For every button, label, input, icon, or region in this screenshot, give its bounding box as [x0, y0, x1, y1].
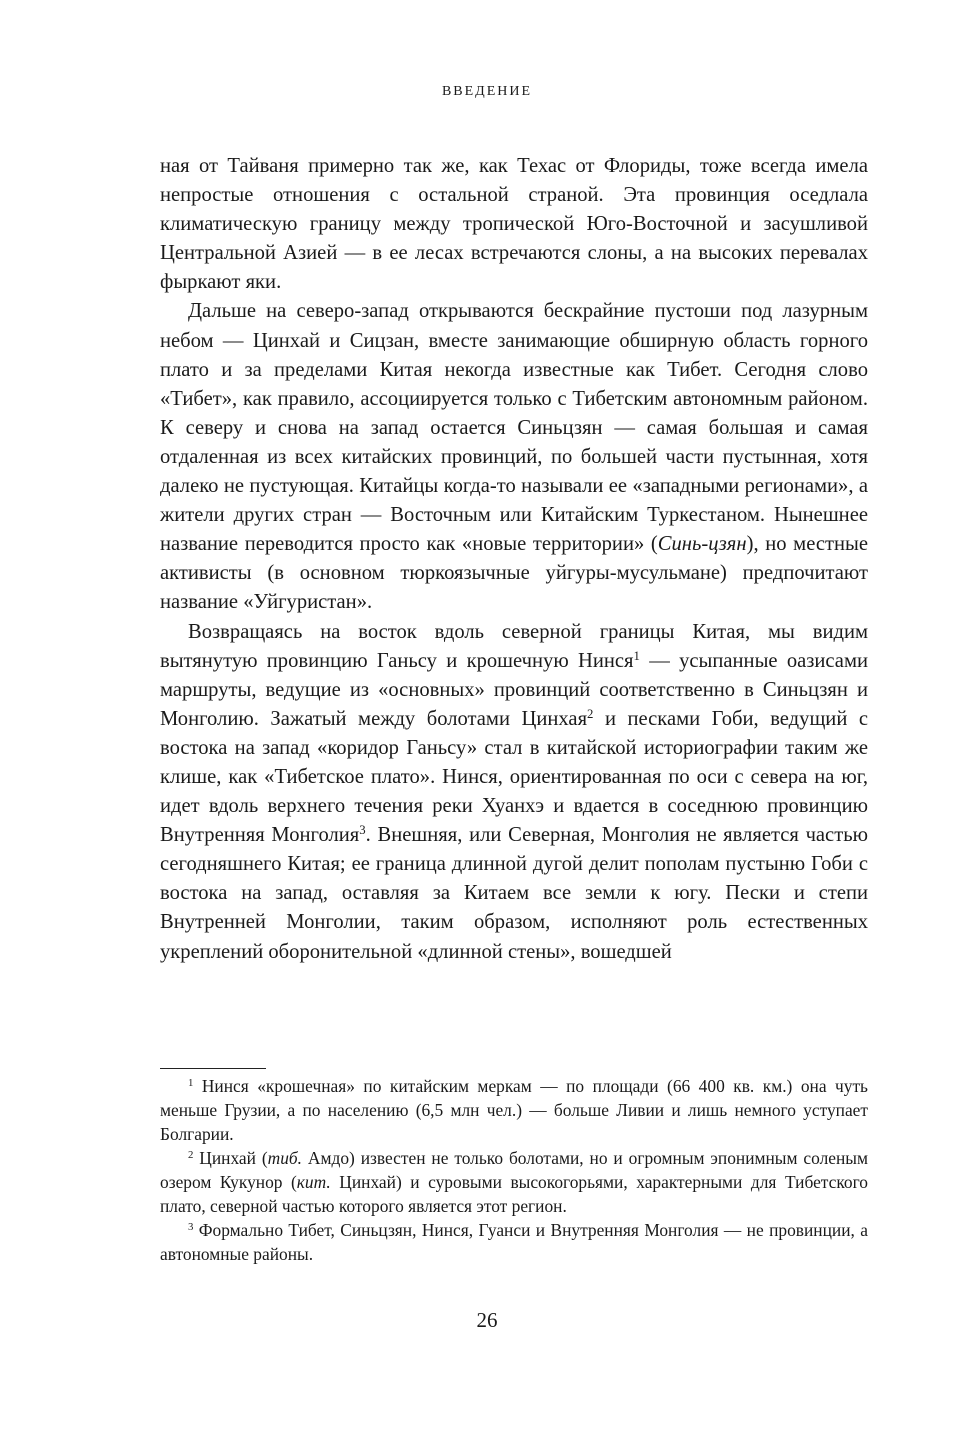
paragraph-text: — усыпанные оазисами маршруты, ведущие из «основных» провинций соответственно в Синьцзян и Монголию. Зажатый между болотами Цинхая — [160, 649, 869, 730]
footnote-ref[interactable]: 1 — [633, 648, 640, 663]
footnotes — [160, 1074, 868, 1266]
main-text — [160, 152, 868, 967]
footnote-number: 3 — [188, 1221, 194, 1234]
footnote — [160, 1074, 868, 1146]
footnote-ref[interactable]: 2 — [587, 706, 594, 721]
paragraph-text: ная от Тайваня примерно так же, как Техас от Флориды, тоже всегда имела непростые отношения с остальной страной. Эта провинция оседлала климатическую границу между тропической Юго-Восточной и засушливой Центральной Азией — в ее лесах встречаются слоны, а на высоких перевалах фыркают яки. — [160, 155, 868, 294]
footnote — [160, 1218, 868, 1266]
paragraph-text: Возвращаясь на восток вдоль северной границы Китая, мы видим вытянутую провинцию Ганьсу и крошечную Нинся — [160, 620, 868, 672]
footnote-number: 1 — [188, 1077, 194, 1090]
italic-abbrev: тиб. — [267, 1148, 303, 1168]
paragraph — [160, 297, 868, 617]
paragraph-text: Дальше на северо-запад открываются бескрайние пустоши под лазурным небом — Цинхай и Сицзан, вместе занимающие обширную область горного плато и за пределами Китая некогда известные как Тибет. Сегодня слово «Тибет», как правило, ассоциируется только с Тибетским автономным районом. К северу и снова на запад остается Синьцзян — самая большая и самая отдаленная из всех китайских провинций, по большей части пустынная, хотя далеко не пустующая. Китайцы когда-то называли ее «западными регионами», а жители других стран — Восточным или Китайским Туркестаном. Нынешнее название переводится просто как «новые территории» ( — [160, 300, 868, 556]
page-number: 26 — [476, 1308, 498, 1332]
paragraph-text: . Внешняя, или Северная, Монголия не является частью сегодняшнего Китая; ее граница длинной дугой делит пополам пустыню Гоби с востока на запад, оставляя за Китаем все земли к югу. Пески и степи Внутренней Монголии, таким образом, исполняют роль естественных укреплений оборонительной «длинной стены», вошедшей — [160, 824, 868, 963]
footnote-text: Цинхай ( — [193, 1148, 268, 1168]
footnote-ref[interactable]: 3 — [359, 823, 366, 838]
footnote-number: 2 — [188, 1149, 194, 1162]
footnote-text: Формально Тибет, Синьцзян, Нинся, Гуанси и Внутренняя Монголия — не провинции, а автономные районы. — [160, 1220, 868, 1264]
italic-abbrev: кит. — [296, 1172, 331, 1192]
italic-term: Синь-цзян — [657, 533, 747, 556]
footnote-separator — [160, 1068, 266, 1069]
paragraph — [160, 152, 868, 297]
paragraph-text: и песками Гоби, ведущий с востока на запад «коридор Ганьсу» стал в китайской историографии таким же клише, как «Тибетское плато». Нинся, ориентированная по оси с севера на юг, идет вдоль верхнего течения реки Хуанхэ и вдается в соседнюю провинцию Внутренняя Монголия — [160, 707, 868, 847]
footnote-text: Цинхай) и суровыми высокогорьями, характерными для Тибетского плато, северной частью которого является этот регион. — [160, 1172, 868, 1216]
paragraph-text: ), но местные активисты (в основном тюркоязычные уйгуры-мусульмане) предпочитают название «Уйгуристан». — [160, 533, 868, 614]
running-head: ВВЕДЕНИЕ — [441, 84, 533, 99]
paragraph — [160, 618, 868, 967]
footnote-text: Нинся «крошечная» по китайским меркам — по площади (66 400 кв. км.) она чуть меньше Грузии, а по населению (6,5 млн чел.) — больше Ливии и лишь немного уступает Болгарии. — [160, 1076, 868, 1144]
footnote — [160, 1146, 868, 1218]
footnote-text: Амдо) известен не только болотами, но и огромным эпонимным соленым озером Кукунор ( — [160, 1148, 868, 1192]
